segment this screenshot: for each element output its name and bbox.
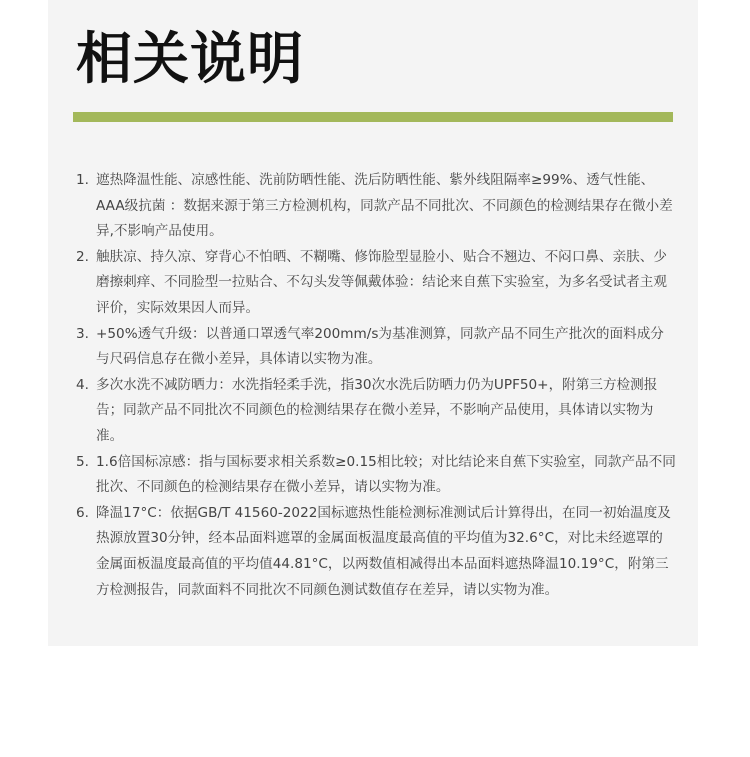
note-text: 1.6倍国标凉感：指与国标要求相关系数≥0.15相比较；对比结论来自蕉下实验室，同款产品不同批次、不同颜色的检测结果存在微小差异，请以实物为准。: [96, 453, 676, 496]
note-number: 1.: [76, 172, 89, 188]
note-item-1: [76, 168, 676, 245]
note-text: 降温17°C：依据GB/T 41560-2022国标遮热性能检测标准测试后计算得出，在同一初始温度及热源放置30分钟，经本品面料遮罩的金属面板温度最高值的平均值为32.6°C，对比未经遮罩的金属面板温度最高值的平均值44.81°C，以两数值相减得出本品面料遮热降温10.19°C，附第三方检测报告，同款面料不同批次不同颜色测试数值存在差异，请以实物为准。: [96, 504, 671, 598]
note-number: 4.: [76, 376, 89, 393]
note-item-5: [76, 450, 676, 501]
note-item-4: [76, 373, 676, 450]
notes-list: [76, 168, 676, 603]
note-number: 3.: [76, 325, 89, 342]
title-underline-bar: [73, 112, 673, 122]
note-item-3: [76, 322, 676, 373]
note-item-2: [76, 245, 676, 322]
note-number: 2.: [76, 248, 89, 265]
note-text: 多次水洗不减防晒力：水洗指轻柔手洗，指30次水洗后防晒力仍为UPF50+，附第三方检测报告；同款产品不同批次不同颜色的检测结果存在微小差异，不影响产品使用，具体请以实物为准。: [96, 376, 658, 444]
note-text: 遮热降温性能、凉感性能、洗前防晒性能、洗后防晒性能、紫外线阻隔率≥99%、透气性能、AAA级抗菌 ：数据来源于第三方检测机构，同款产品不同批次、不同颜色的检测结果存在微小差异,不影响产品使用。: [96, 172, 673, 240]
note-number: 5.: [76, 453, 89, 470]
notes-panel: [48, 0, 698, 646]
note-text: 触肤凉、持久凉、穿背心不怕晒、不糊嘴、修饰脸型显脸小、贴合不翘边、不闷口鼻、亲肤、少磨擦刺痒、不同脸型一拉贴合、不勾头发等佩戴体验：结论来自蕉下实验室，为多名受试者主观评价，实际效果因人而异。: [96, 248, 667, 316]
page-title: 相关说明: [76, 27, 304, 92]
note-number: 6.: [76, 504, 89, 521]
note-item-6: [76, 501, 676, 603]
note-text: +50%透气升级：以普通口罩透气率200mm/s为基准测算，同款产品不同生产批次的面料成分与尺码信息存在微小差异，具体请以实物为准。: [96, 325, 664, 368]
